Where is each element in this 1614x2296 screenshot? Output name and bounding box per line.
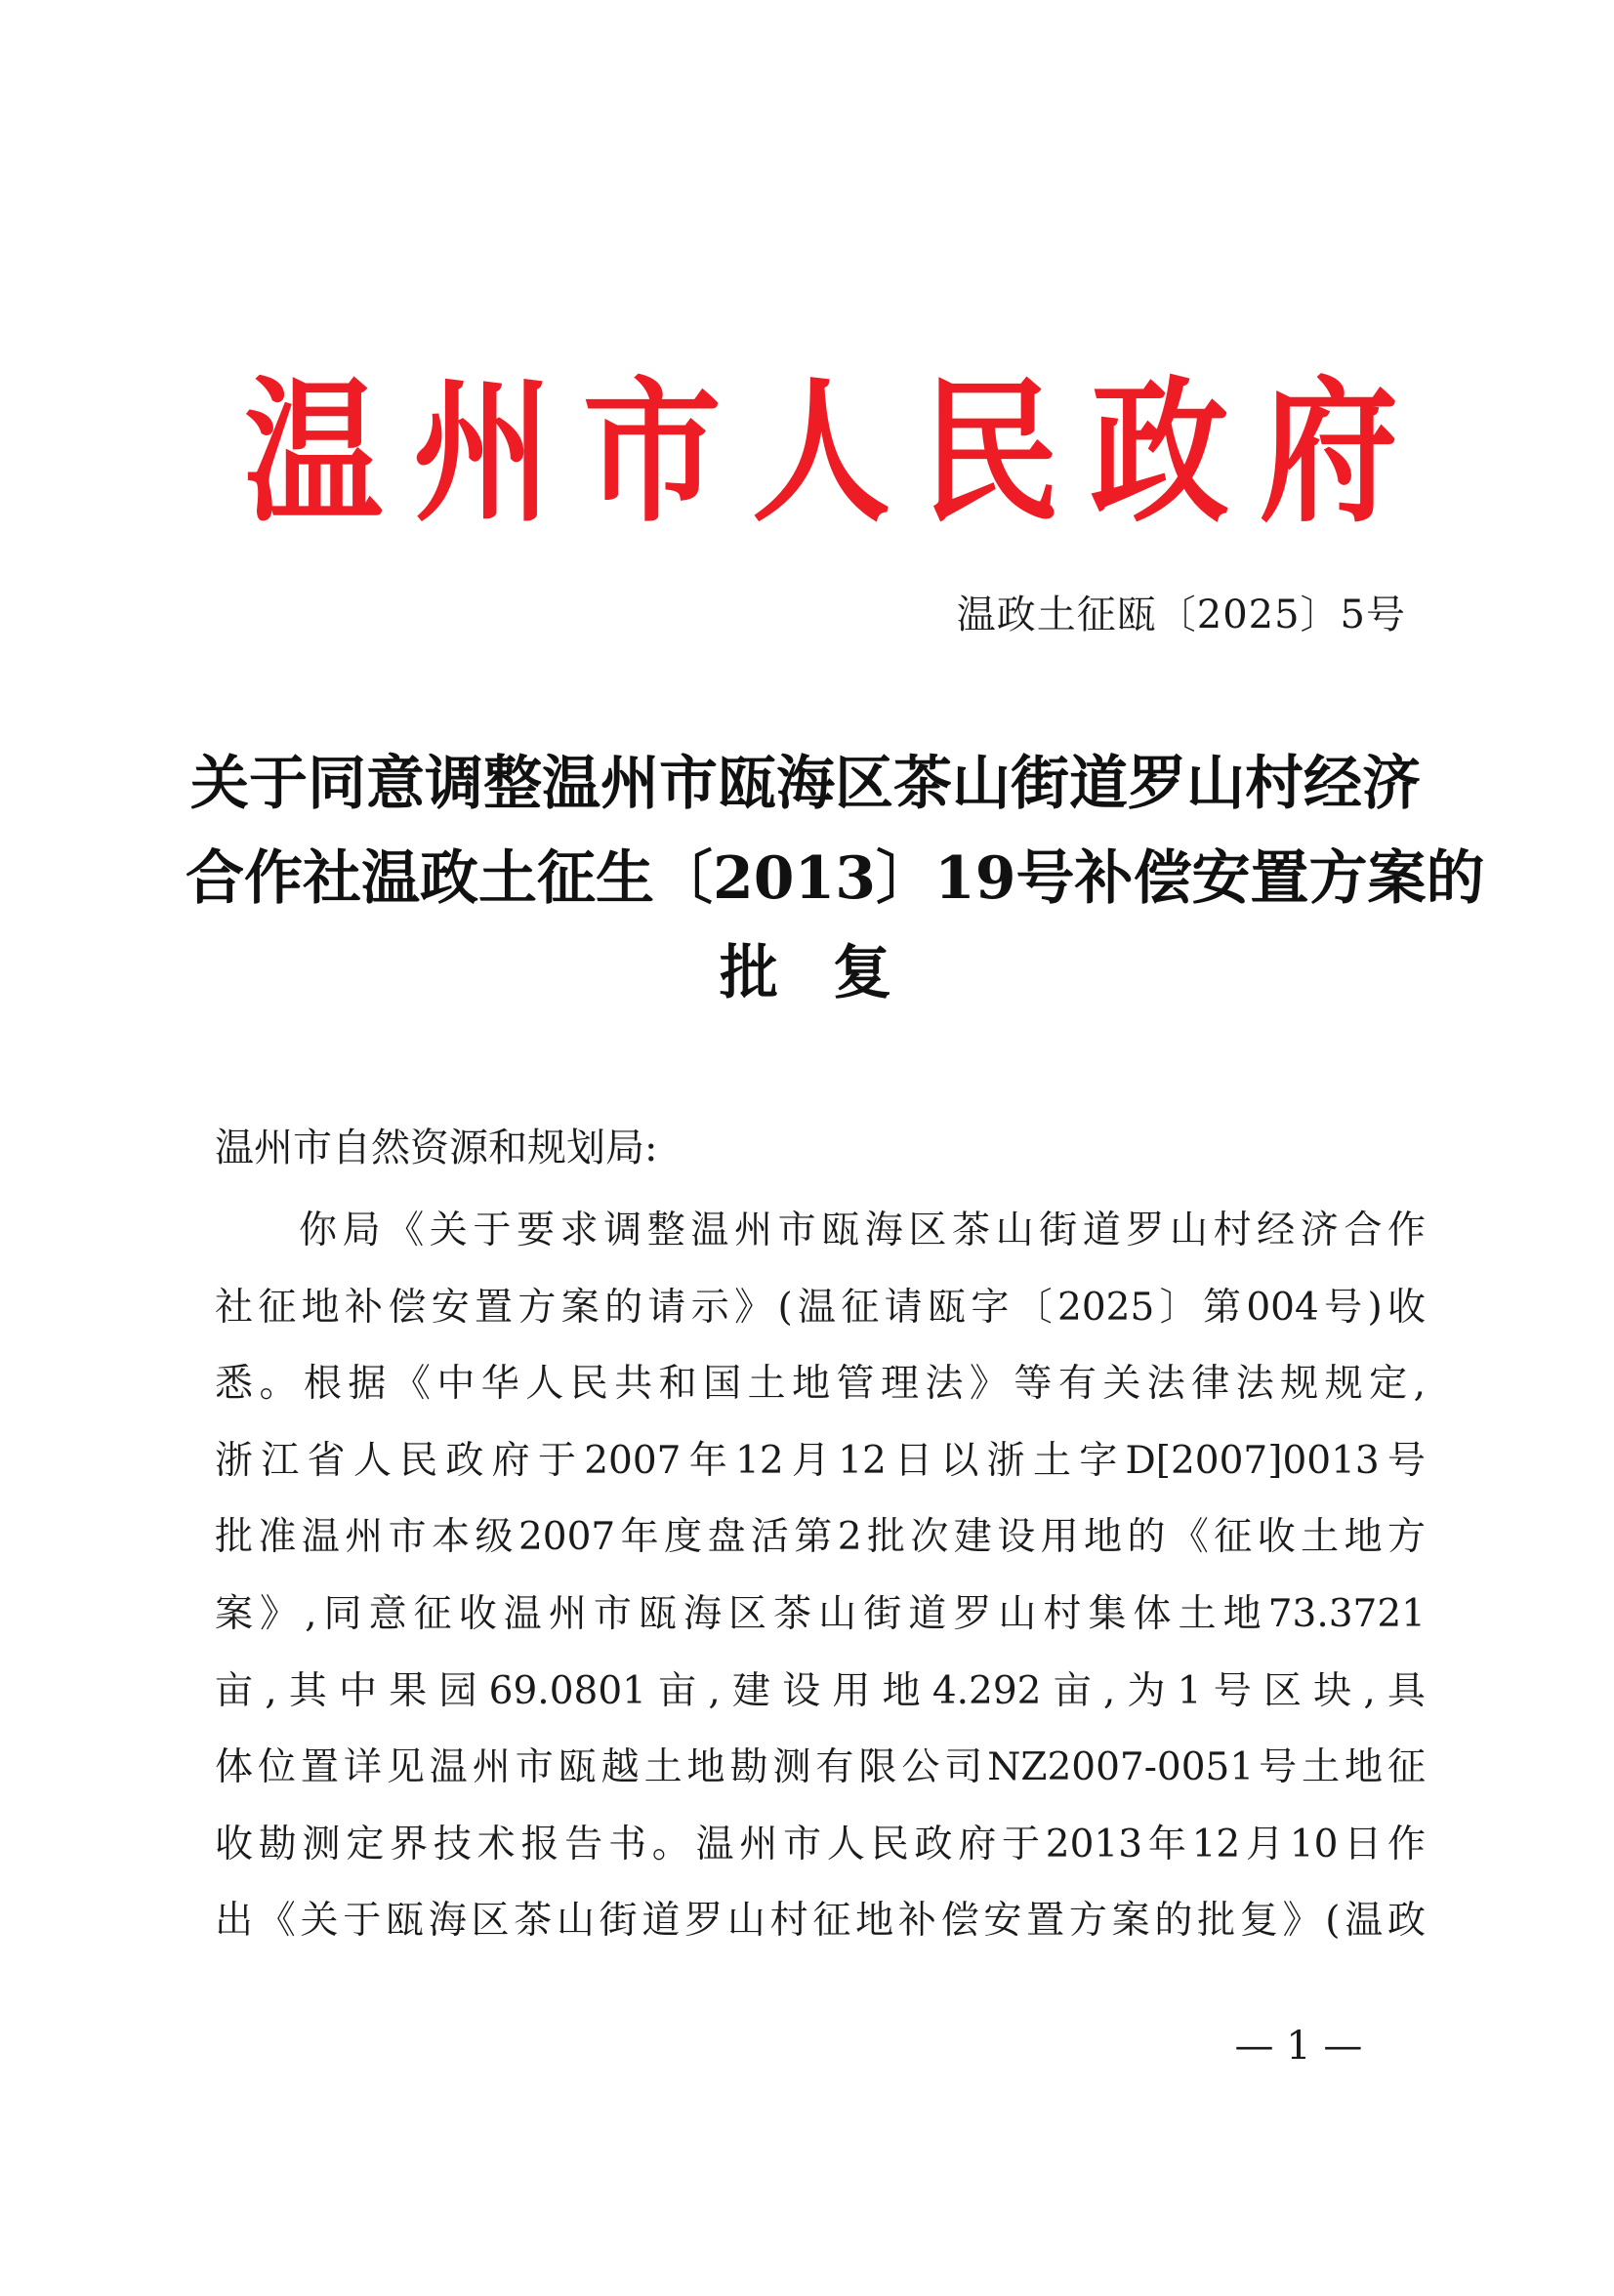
body-line: 你局《关于要求调整温州市瓯海区茶山街道罗山村经济合作	[299, 1209, 1426, 1252]
masthead-char: 民	[921, 363, 1060, 544]
title-line: 合作社温政土征生〔2013〕19号补偿安置方案的	[186, 844, 1485, 913]
body-line: 浙江省人民政府于2007年12月12日以浙土字D[2007]0013号	[215, 1438, 1426, 1483]
masthead-char: 州	[413, 363, 553, 544]
document-title	[186, 737, 1485, 1021]
masthead-char: 市	[582, 363, 722, 544]
masthead-char: 人	[751, 363, 890, 544]
masthead-char: 府	[1259, 363, 1398, 544]
body-paragraph	[215, 1193, 1426, 1960]
body-line: 悉。根据《中华人民共和国土地管理法》等有关法律法规规定,	[215, 1362, 1426, 1407]
body-line: 收勘测定界技术报告书。温州市人民政府于2013年12月10日作	[215, 1822, 1426, 1866]
body-line: 案》,同意征收温州市瓯海区茶山街道罗山村集体土地73.3721	[215, 1591, 1426, 1636]
masthead-char: 温	[244, 363, 383, 544]
issuer-masthead	[244, 363, 1398, 544]
body-line: 体位置详见温州市瓯越土地勘测有限公司NZ2007-0051号土地征	[215, 1745, 1426, 1790]
title-line: 关于同意调整温州市瓯海区茶山街道罗山村经济	[190, 750, 1421, 818]
page-number: — 1 —	[1234, 2024, 1363, 2069]
document-number: 温政土征瓯〔2025〕5号	[956, 593, 1406, 637]
title-line: 批复	[720, 939, 946, 1007]
body-line: 亩,其中果园69.0801亩,建设用地4.292亩,为1号区块,具	[215, 1668, 1426, 1713]
masthead-char: 政	[1090, 363, 1229, 544]
body-line: 出《关于瓯海区茶山街道罗山村征地补偿安置方案的批复》(温政	[215, 1899, 1426, 1944]
addressee: 温州市自然资源和规划局:	[215, 1126, 658, 1170]
body-line: 批准温州市本级2007年度盘活第2批次建设用地的《征收土地方	[215, 1515, 1426, 1560]
body-line: 社征地补偿安置方案的请示》(温征请瓯字〔2025〕第004号)收	[215, 1285, 1426, 1330]
